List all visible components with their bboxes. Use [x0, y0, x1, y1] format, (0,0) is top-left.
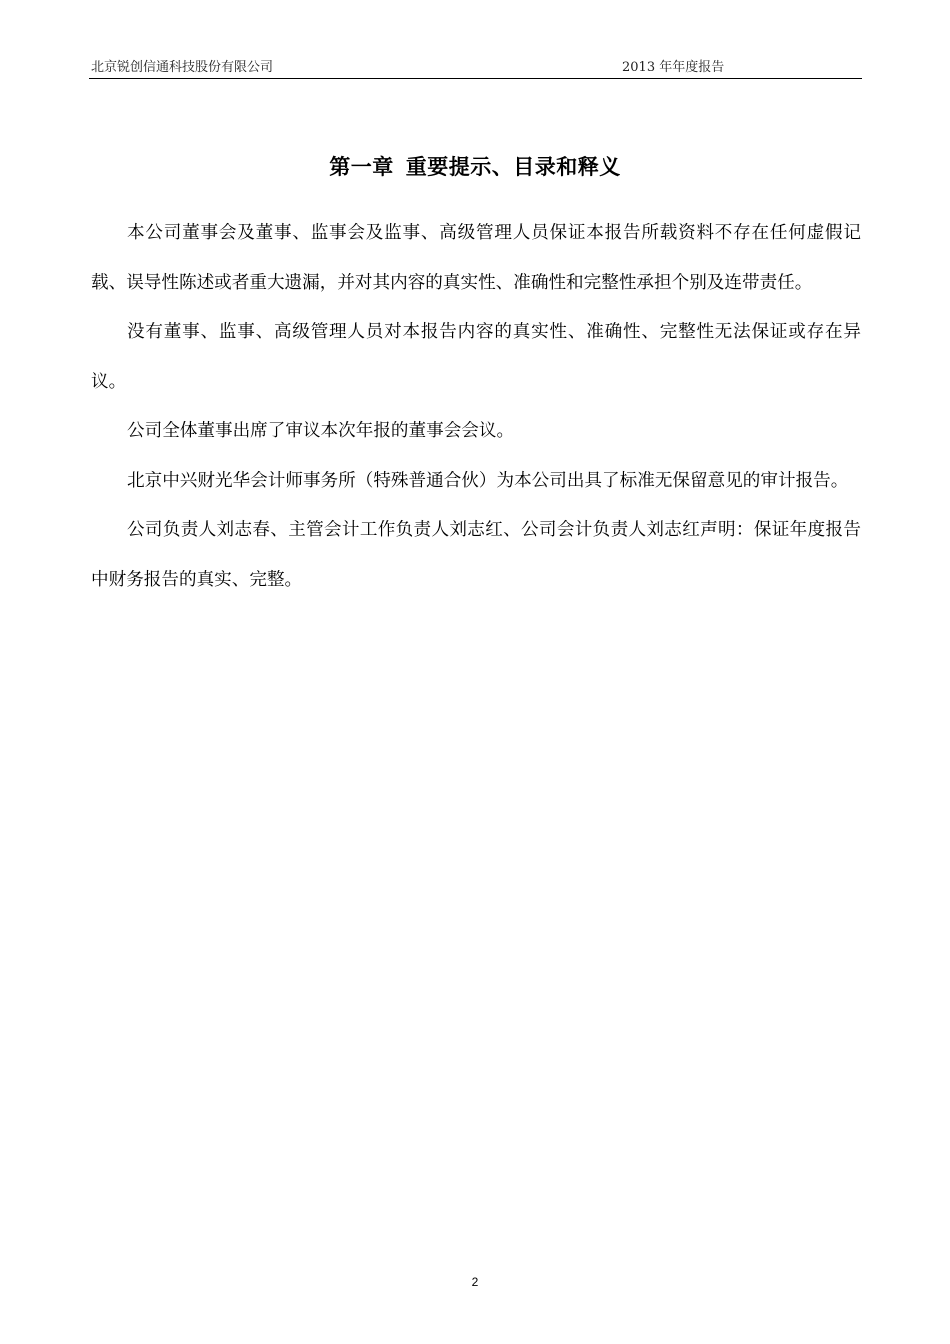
header-company-name: 北京锐创信通科技股份有限公司 — [91, 60, 274, 75]
header-report-title: 2013 年年度报告 — [622, 60, 725, 75]
paragraph-responsibility-statement: 本公司董事会及董事、监事会及监事、高级管理人员保证本报告所载资料不存在任何虚假记载、误导性陈述或者重大遗漏，并对其内容的真实性、准确性和完整性承担个别及连带责任。 — [91, 223, 861, 293]
body-text — [91, 209, 861, 605]
paragraph-no-objection: 没有董事、监事、高级管理人员对本报告内容的真实性、准确性、完整性无法保证或存在异议。 — [91, 322, 861, 392]
paragraph-audit-opinion: 北京中兴财光华会计师事务所（特殊普通合伙）为本公司出具了标准无保留意见的审计报告。 — [127, 470, 849, 491]
header-divider — [89, 78, 862, 79]
chapter-heading: 重要提示、目录和释义 — [405, 155, 621, 179]
page-header — [91, 56, 861, 78]
chapter-title — [0, 151, 950, 181]
chapter-number: 第一章 — [329, 155, 394, 179]
paragraph-board-attendance: 公司全体董事出席了审议本次年报的董事会会议。 — [127, 421, 515, 441]
page-number: 2 — [471, 1275, 479, 1289]
paragraph-financial-statement-declaration: 公司负责人刘志春、主管会计工作负责人刘志红、公司会计负责人刘志红声明：保证年度报告中财务报告的真实、完整。 — [91, 520, 861, 590]
